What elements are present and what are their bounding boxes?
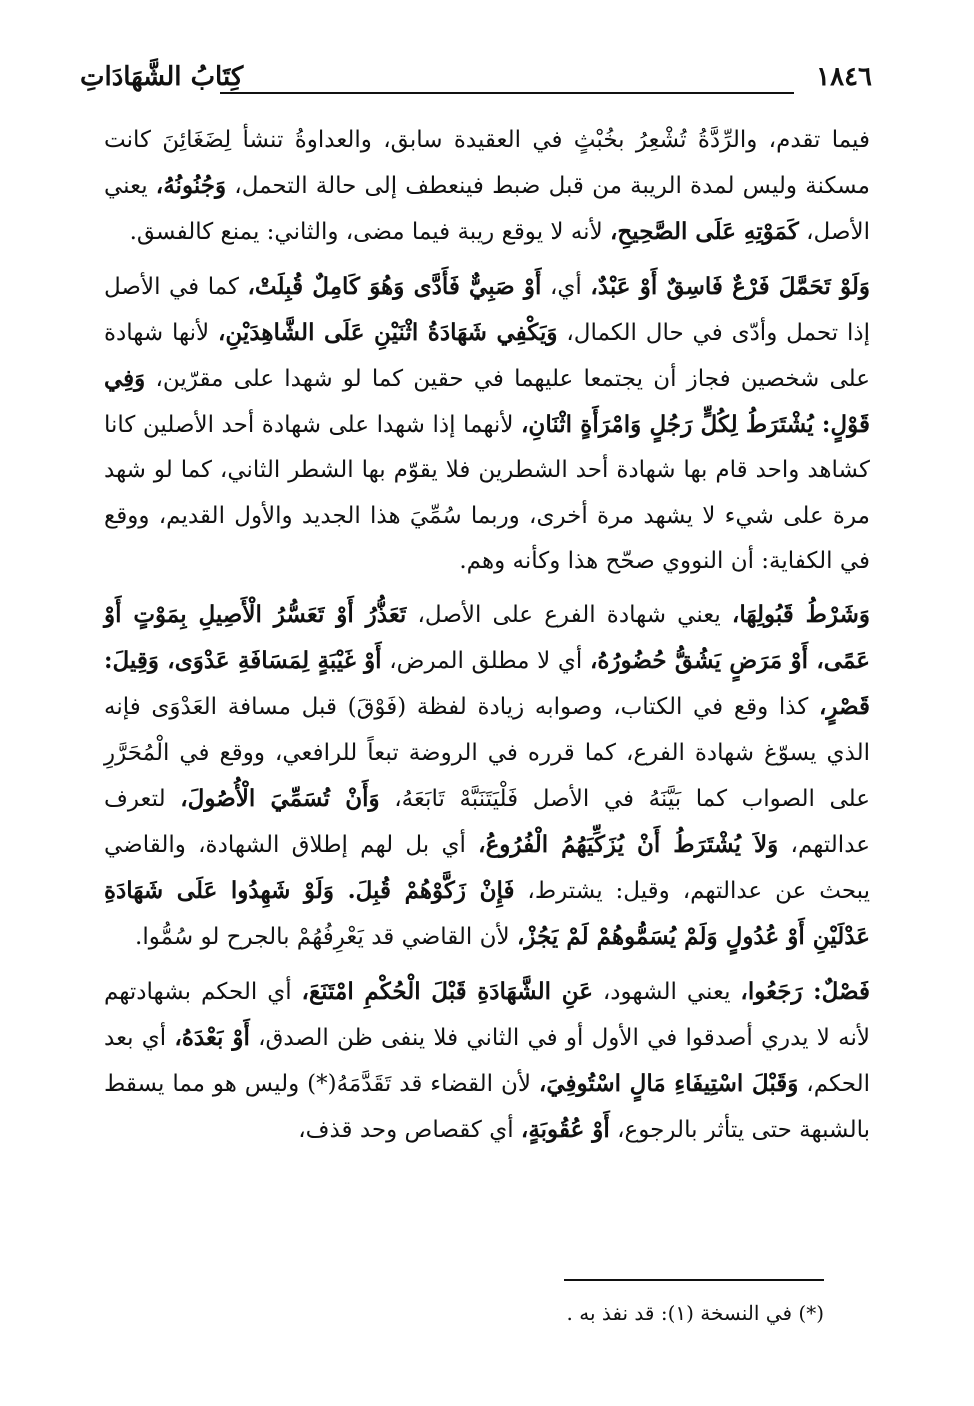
matn-span: فَصْلٌ: رَجَعُوا، xyxy=(740,977,870,1005)
text-span: أي لا مطلق المرض، xyxy=(381,648,590,675)
text-span: لتعرف عدالتهم، xyxy=(104,785,870,859)
text-span: أي كقصاص وحد قذف، xyxy=(298,1117,521,1144)
matn-span: تَعَذُّرُ أَوْ تَعَسُّرُ الْأَصِيلِ بِمَوْتٍ أَوْ عَمًى، أَوْ مَرَضٍ يَشُقُّ حُضُورُهُ، xyxy=(104,601,871,675)
matn-span: وَلَوْ تَحَمَّلَ فَرْعٌ فَاسِقٌ أَوْ عَبْدٌ، xyxy=(590,272,870,300)
main-text xyxy=(104,118,870,1153)
matn-span: وَقَبْلَ اسْتِيفَاءِ مَالٍ اسْتُوفِيَ، xyxy=(538,1070,799,1098)
matn-span: وَفِي قَوْلٍ: يُشْتَرَطُ لِكُلٍّ رَجُلٍ وَامْرَأَةٍ اثْنَانِ، xyxy=(104,365,870,439)
matn-span: وَلاَ يُشْتَرَطُ أَنْ يُزَكِّيَهُمُ الْفُرُوعُ، xyxy=(478,831,779,859)
matn-span: كَمَوْتِهِ عَلَى الصَّحِيحِ، xyxy=(610,218,799,246)
text-span: لأن القضاء قد تَقَدَّمَهُ(*) وليس هو مما يسقط بالشبهة حتى يتأثر بالرجوع، xyxy=(104,1071,870,1144)
chapter-title: كِتَابُ الشَّهَادَاتِ xyxy=(80,62,244,92)
paragraph xyxy=(104,118,870,256)
text-span: فيما تقدم، والرِّدَّةُ تُشْعِرُ بخُبْثٍ في العقيدة سابق، والعداوةُ تنشأ لِضَغَائِنَ كانت مسكنة وليس لمدة الريبة من قبل ضبط فينعطف إلى حالة التحمل، xyxy=(104,127,871,200)
text-span: لأنه لا يوقع ريبة فيما مضى، والثاني: يمنع كالفسق. xyxy=(129,219,610,246)
header-rule xyxy=(220,92,794,94)
matn-span: أَوْ بَعْدَهُ، xyxy=(174,1023,250,1051)
text-span: كذا وقع في الكتاب، وصوابه زيادة لفظة (فَوْقَ) قبل مسافة العَدْوَى فإنه الذي يسوّغ شهادة الفرع، كما قرره في الروضة تبعاً للرافعي، ووقع في الْمُحَرَّرِ على الصواب كما بَيَّنَهُ في الأصل فَلْيَتَنَبَّهْ تَابَعَهُ، xyxy=(104,694,871,812)
text-span: أي بل لهم إطلاق الشهادة، والقاضي يبحث عن عدالتهم، وقيل: يشترط، xyxy=(104,832,871,905)
paragraph xyxy=(104,969,870,1154)
text-span: لأنها شهادة على شخصين فجاز أن يجتمعا عليهما في حقين كما لو شهدا على مقرّين، xyxy=(104,319,870,393)
text-span: كما في الأصل إذا تحمل وأدّى في حال الكمال، xyxy=(104,273,870,346)
matn-span: وَأَنْ تُسَمِّيَ الْأُصُولَ، xyxy=(180,784,380,812)
footnote: (*) في النسخة (١): قد نفذ به . xyxy=(566,1301,824,1325)
matn-span: أَوْ غَيْبَةٍ لِمَسَافَةِ عَدْوَى، وَقِيلَ: قَصْرٍ، xyxy=(104,647,870,721)
text-span: أي، xyxy=(541,273,591,300)
text-span: يعني الشهود، xyxy=(592,978,741,1005)
paragraph xyxy=(104,264,870,584)
matn-span: وَجُنُونُهُ، xyxy=(155,172,227,200)
text-span: يعني الأصل، xyxy=(104,173,870,246)
text-span: يعني شهادة الفرع على الأصل، xyxy=(406,602,732,629)
paragraph xyxy=(104,592,870,961)
text-span: أي الحكم بشهادتهم لأنه لا يدري أصدقوا في الأول أو في الثاني فلا ينفى ظن الصدق، xyxy=(104,978,870,1051)
text-span: لأنهما إذا شهدا على شهادة أحد الأصلين كانا كشاهد واحد قام بها شهادة أحد الشطرين فلا يقوّم بها الشطر الثاني، كما لو شهد مرة على شيء لا يشهد مرة أخرى، وربما سُمِّيَ هذا الجديد والأول القديم، ووقع في الكفاية: أن النووي صحّح هذا وكأنه وهم. xyxy=(104,412,870,574)
footnote-rule xyxy=(564,1279,824,1281)
matn-span: وَيَكْفِي شَهَادَةُ اثْنَيْنِ عَلَى الشَّاهِدَيْنِ، xyxy=(218,318,558,346)
matn-span: عَنِ الشَّهَادَةِ قَبْلَ الْحُكْمِ امْتَنَعَ، xyxy=(301,977,593,1005)
matn-span: أَوْ صَبِيٌّ فَأَدَّى وَهُوَ كَامِلٌ قُبِلَتْ، xyxy=(247,272,542,300)
matn-span: فَإِنْ زَكَّوْهُمْ قُبِلَ. وَلَوْ شَهِدُوا عَلَى شَهَادَةِ عَدْلَيْنِ أَوْ عُدُولٍ وَلَمْ يُسَمُّوهُمْ لَمْ يَجُزْ، xyxy=(104,877,870,951)
page-header xyxy=(80,62,872,102)
text-span: لأن القاضي قد يَعْرِفُهُمْ بالجرح لو سُمُّوا. xyxy=(135,924,517,951)
matn-span: وَشَرْطُ قَبُولِهَا، xyxy=(731,601,870,629)
text-span: أي بعد الحكم، xyxy=(104,1024,870,1098)
matn-span: أَوْ عُقُوبَةٍ، xyxy=(520,1116,610,1144)
page-number: ١٨٤٦ xyxy=(816,62,872,92)
